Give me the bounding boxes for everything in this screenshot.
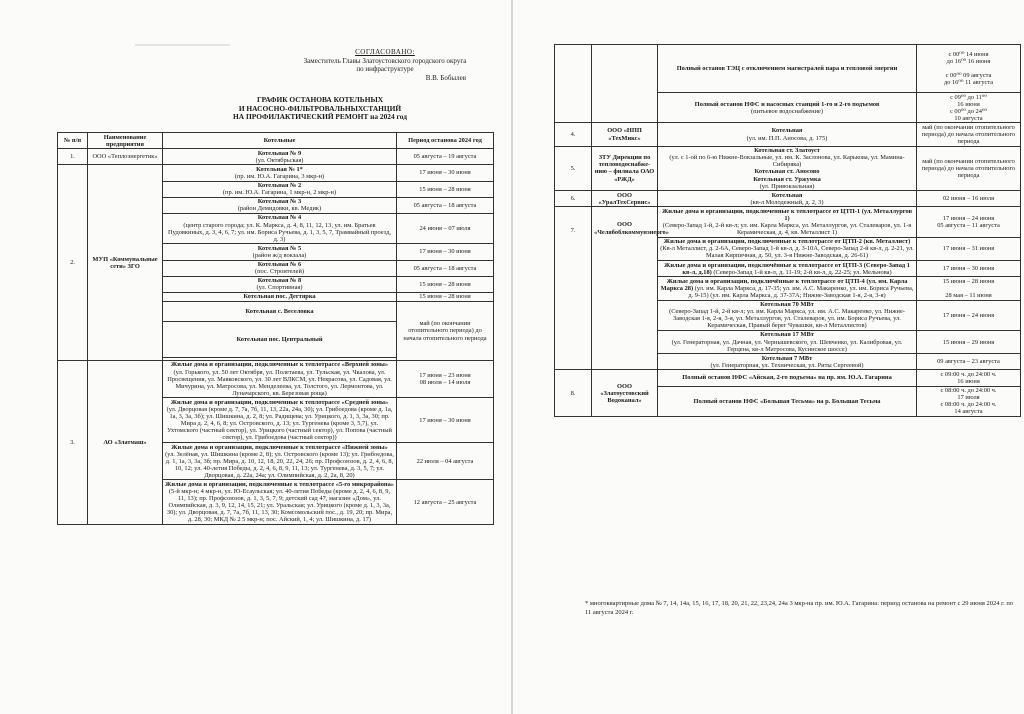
title-line-3: НА ПРОФИЛАКТИЧЕСКИЙ РЕМОНТ на 2024 год bbox=[233, 112, 407, 121]
boiler-name: Котельная пос. Дегтярка bbox=[243, 293, 316, 301]
heating-line-title: Жилые дома и организации, подключённые к теплотрассе от ЦТП-3 (Северо-Запад 1 кв-л, д.18) bbox=[664, 261, 910, 276]
period-line: 14 августа bbox=[954, 408, 983, 416]
boiler-cell bbox=[163, 181, 397, 197]
header-no: № п/п bbox=[58, 133, 88, 149]
row-number: 3. bbox=[58, 360, 88, 524]
org-name: МУП «Коммунальные сети» ЗГО bbox=[88, 165, 163, 361]
period-cell: 05 августа – 18 августа bbox=[397, 197, 494, 213]
heating-line-title: Жилые дома и организации, подключённые к теплотрассе от ЦТП-4 (ул. им. Карла Маркса 28) bbox=[660, 277, 908, 292]
operation-title: Полный останов НФС и насосных станций 1-го и 2-го подъемов bbox=[694, 100, 880, 108]
boiler-cell bbox=[163, 398, 397, 443]
table-row bbox=[58, 165, 494, 181]
operation-note: (питьевое водоснабжение) bbox=[751, 107, 823, 115]
table-row bbox=[555, 207, 1021, 237]
boiler-address: (ул. Генераторная, ул. Дачная, ул. Чернышевского, ул. Шевченко, ул. Калибровая, ул. Герцена, кв-л Матросова, Кусинское шоссе) bbox=[671, 338, 903, 353]
period-line: 10 августа bbox=[954, 114, 983, 122]
row-number: 6. bbox=[555, 191, 592, 207]
zone-addresses: (ул. Горького, ул. 50 лет Октября, ул. Полетаева, ул. Тульская, ул. Чкалова, ул. Просвещения, ул. Маяковского, ул. 30 лет ВЛКСМ, ул. Некрасова, ул. Садовая, ул. Мичурина, ул. Матросова, ул. Менделеева, ул. Толстого, ул. Лермонтова, ул. Луначарского, кв. Березовая роща) bbox=[167, 368, 392, 397]
period-cell: май (по окончании отопительного периода) до начала отопительного периода bbox=[397, 301, 494, 360]
boiler-address: (пос. Строителей) bbox=[255, 268, 304, 276]
boiler-cell bbox=[658, 146, 917, 191]
boiler-cell bbox=[163, 443, 397, 480]
boiler-name: Котельная bbox=[771, 191, 803, 199]
boiler-address: (ул. Спортивная) bbox=[256, 284, 303, 292]
period-cell bbox=[917, 93, 1021, 123]
boiler-name: Котельная ст. Златоуст bbox=[754, 147, 820, 155]
period-line: с 09:00 ч. до 24:00 ч. bbox=[940, 370, 997, 378]
boiler-cell bbox=[658, 93, 917, 123]
org-name: ООО «Челябоблкоммунэнерго» bbox=[592, 207, 658, 370]
boiler-name: Котельная 7 МВт bbox=[761, 354, 813, 362]
left-page bbox=[0, 0, 511, 714]
approval-signatory: В.В. Бобылев bbox=[425, 73, 466, 82]
title-line-2: И НАСОСНО-ФИЛЬТРОВАЛЬНЫХСТАНЦИЙ bbox=[238, 103, 402, 113]
boiler-name: Котельная 70 МВт bbox=[760, 301, 814, 309]
heating-line-addresses: (Кв-л Металлист, д. 2-6А, Северо-Запад 1-й кв-л, д. 3-10А, Северо-Запад 2-й кв-л, д. 2-21, ул. Малая Кирпичная, д. 50, ул. 3-я Нижне-Заводская, д. 26-61) bbox=[660, 245, 914, 260]
zone-title: Жилые дома и организации, подключенные к теплотрассе «Верхней зоны» bbox=[170, 361, 389, 369]
boiler-cell bbox=[658, 370, 917, 386]
boiler-address: (ул. Привокзальная) bbox=[759, 182, 815, 190]
period-cell: 17 июня – 30 июня bbox=[917, 261, 1021, 277]
period-cell: 15 июня – 28 июня bbox=[397, 181, 494, 197]
org-name: ООО «Теплоэнергетик» bbox=[88, 149, 163, 165]
boiler-cell bbox=[163, 360, 397, 397]
boiler-cell bbox=[658, 300, 917, 330]
period-cell bbox=[917, 277, 1021, 300]
period-cell: 15 июня – 28 июня bbox=[397, 276, 494, 292]
table-row bbox=[555, 191, 1021, 207]
boiler-cell bbox=[163, 260, 397, 276]
boiler-name: Котельная № 3 bbox=[257, 198, 302, 206]
org-name: ЗТУ Дирекции по тепловодоснабже-нию – филиала ОАО «РЖД» bbox=[592, 146, 658, 191]
header-org: Наименование предприятия bbox=[88, 133, 163, 149]
boiler-name: Котельная пос. Центральный bbox=[236, 335, 323, 343]
zone-addresses: (ул. Зелёная, ул. Шишкина (кроме 2, 8); ул. Островского (кроме 13); ул. Грибоедова, д. 1, 1а, 3, 3а, 3б; пр. Мира, д. 10, 12, 18, 20, 22, 24, 26; пр. Профсоюзов, д. 2, 4, 6, 8, 10, 12; ул. 40-летия Победы, д. 2, 4, 6, 8, 9, 11, 13; ул. Тургенева, д. 3, 5, 7; ул. Дворцовая, д. 22а, 24а; ул. Олимпийская, д. 2, 2а, 8, 20) bbox=[165, 450, 394, 479]
boiler-cell bbox=[658, 191, 917, 207]
row-number: 7. bbox=[555, 207, 592, 370]
heating-line-addresses: (ул. им. Карла Маркса, д. 17-35; ул. им. А.С. Макаренко, ул. им. Бориса Ручьева, д. 9-15) (ул. им. Карла Маркса, д. 37-37А; Нижне-Заводская 1-я, 2-я, 3-я) bbox=[688, 284, 914, 299]
row-number: 4. bbox=[555, 123, 592, 146]
period-line: 16 июня bbox=[957, 377, 980, 385]
period-cell bbox=[397, 360, 494, 397]
boiler-name: Котельная 17 МВт bbox=[760, 331, 814, 339]
zone-title: Жилые дома и организации, подключенные к теплотрассе «5-го микрорайона» bbox=[165, 480, 394, 488]
boiler-cell bbox=[658, 354, 917, 370]
boiler-address: (ул. Генераторная, ул. Техническая, ул. Риты Сергеевой) bbox=[710, 361, 864, 369]
zone-addresses: (ул. Дворцовая (кроме д. 7, 7а, 7б, 11, 13, 22а, 24а, 30); ул. Грибоедова (кроме д. 1а, 1а, 3, 3а, 3б); ул. Шишкина, д. 2, 8; ул. Радищева; ул. Урицкого, д. 1, 3, 3а, 30; пр. Мира д. 2, 4, 6, 8; ул. Островского, д. 13; ул. Тургенева (кроме 3, 5,7), ул. Ухтомского (частный сектор), ул. Урицкого (частный сектор), ул. Попова (частный сектор), ул. Грибоедова (частный сектор)) bbox=[166, 406, 393, 442]
boiler-address: (ул. с 1-ой по 6-ю Нижне-Вокзальные, ул. им. К. Заслонова, ул. Карькова, ул. Мамина-Сибиряка) bbox=[669, 154, 905, 169]
period-line: 28 мая – 11 июня bbox=[945, 291, 992, 299]
operation-title: Полный останов НФС «Айская, 2-го подъема» на пр. им. Ю.А. Гагарина bbox=[682, 374, 892, 382]
org-name: АО «Златмаш» bbox=[88, 360, 163, 524]
header-row bbox=[58, 133, 494, 149]
period-line: 17 июня – 23 июня bbox=[419, 372, 471, 380]
period-line: с 00⁰⁰ до 24⁰⁰ bbox=[949, 107, 988, 115]
schedule-table-left bbox=[57, 132, 494, 525]
boiler-address: (район Демидовки, кв. Медик) bbox=[237, 205, 322, 213]
period-line: с 09⁰⁰ до 11⁰⁰ bbox=[950, 93, 987, 101]
boiler-address: (район ж/д вокзала) bbox=[252, 251, 307, 259]
period-cell: май (по окончании отопительного периода) до начала отопительного периода bbox=[917, 123, 1021, 146]
period-cell: 15 июня – 29 июня bbox=[917, 330, 1021, 353]
approval-title: СОГЛАСОВАНО: bbox=[355, 48, 415, 56]
schedule-table-right bbox=[554, 44, 1021, 417]
boiler-address: (кв-л Молодежный, д. 2, 3) bbox=[750, 198, 824, 206]
org-name: ООО «УралТехСервис» bbox=[592, 191, 658, 207]
zone-title: Жилые дома и организации, подключенные к теплотрассе «Нижней зоны» bbox=[171, 443, 388, 451]
period-cell bbox=[917, 370, 1021, 386]
heating-line-addresses: (Северо-Запад 1-й, 2-й кв-л; ул. им. Карла Маркса, ул. Металлургов, ул. Сталеваров, ул. 1-я Керамическая, д. 4, кв. Металлист 1) bbox=[662, 222, 912, 237]
operation-title: Полный останов ТЭЦ с отключением магистралей пара и тепловой энергии bbox=[676, 64, 898, 72]
boiler-name: Котельная № 6 bbox=[257, 261, 302, 268]
table-row bbox=[58, 149, 494, 165]
boiler-name: Котельная № 5 bbox=[257, 244, 302, 252]
boiler-name: Котельная ст. Аносово bbox=[754, 168, 820, 176]
approval-stamp bbox=[270, 48, 500, 82]
table-row bbox=[555, 370, 1021, 386]
boiler-name: Котельная с. Веселовка bbox=[245, 307, 314, 315]
boiler-name: Котельная № 9 bbox=[257, 149, 302, 157]
period-line: с 08:00 ч. до 24:00 ч. bbox=[940, 387, 997, 395]
boiler-cell bbox=[658, 386, 917, 416]
period-cell: 15 июня – 28 июня bbox=[397, 292, 494, 301]
period-line: 05 августа – 11 августа bbox=[937, 222, 1000, 230]
boiler-cell bbox=[658, 207, 917, 237]
boiler-cell bbox=[163, 165, 397, 181]
boiler-cell bbox=[163, 244, 397, 260]
boiler-cell bbox=[163, 480, 397, 525]
boiler-address: (Северо-Запад 1-й, 2-й кв-л; ул. им. Карла Маркса, ул. им. А.С. Макаренко, ул. Нижне-Заводская 1-я, 2-я, 3-я, ул. Металлургов, ул. Сталеваров, ул. им. Бориса Ручьева, ул. Керамическая, Правый берег Чувашки, кв-л Металлистов) bbox=[669, 308, 905, 330]
period-cell: 17 июня – 30 июня bbox=[397, 398, 494, 443]
period-line: 15 июня – 28 июня bbox=[942, 277, 995, 285]
boiler-cell bbox=[163, 197, 397, 213]
boiler-cell bbox=[163, 276, 397, 292]
period-line: до 16⁰⁰ 16 июня bbox=[946, 57, 991, 65]
heating-line-title: Жилые дома и организации, подключенные к теплотрассе от ЦТП-2 (кв. Металлист) bbox=[663, 238, 911, 246]
boiler-cell bbox=[658, 261, 917, 277]
boiler-cell bbox=[658, 277, 917, 300]
period-cell: 05 августа – 18 августа bbox=[397, 260, 494, 276]
boiler-address: (центр старого города; ул. К. Маркса, д. 4, 8, 11, 12, 13, ул. им. Братьев Пудовкиных, д. 3, 4, 6, 7; ул. им. Бориса Ручьева, д. 1, 3, 5, 7, Трамвайный проезд, д. 3) bbox=[168, 221, 391, 243]
approval-line-1: Заместитель Главы Златоустовского городского округа bbox=[303, 56, 467, 65]
zone-title: Жилые дома и организации, подключенные к теплотрассе «Средней зоны» bbox=[170, 398, 389, 406]
org-name: ООО «Златоустовский Водоканал» bbox=[592, 370, 658, 417]
period-cell: 24 июня – 07 июля bbox=[397, 213, 494, 243]
period-line: 08 июля – 14 июля bbox=[419, 379, 471, 387]
boiler-address: (ул. им. П.П. Аносова, д. 175) bbox=[746, 134, 828, 142]
boiler-cell bbox=[658, 45, 917, 93]
document-title bbox=[160, 96, 480, 122]
heating-line-addresses: (Северо-Запад 1-й кв-л, д. 11-19; 2-й кв-л, д. 22-25; ул. Мельнова) bbox=[713, 268, 892, 276]
boiler-name: Котельная № 1* bbox=[256, 165, 303, 173]
period-cell: 05 августа – 19 августа bbox=[397, 149, 494, 165]
boiler-name: Котельная № 8 bbox=[257, 277, 302, 285]
table-row bbox=[58, 360, 494, 397]
period-line: с 08:00 ч. до 24:00 ч. bbox=[940, 401, 997, 409]
row-number: 2. bbox=[58, 165, 88, 361]
boiler-name: Котельная № 4 bbox=[257, 214, 302, 222]
scan-artifact bbox=[135, 44, 230, 46]
footnote: * многоквартирные дома № 7, 14, 14а, 15, 16, 17, 18, 20, 21, 22, 23,24, 24а 3 мкр-на пр. им. Ю.А. Гагарина: период останова на ремонт с 29 июня 2024 г. по 11 августа 2024 г. bbox=[585, 600, 1014, 616]
period-line: 17 июня – 24 июня bbox=[942, 215, 995, 222]
period-line: с 00⁰⁰ 14 июня bbox=[948, 50, 989, 58]
period-cell bbox=[917, 207, 1021, 237]
boiler-name: Котельная bbox=[771, 127, 803, 135]
boiler-cell bbox=[163, 321, 397, 357]
table-row bbox=[555, 123, 1021, 146]
row-number: 8. bbox=[555, 370, 592, 417]
approval-line-2: по инфраструктуре bbox=[356, 65, 414, 73]
boiler-cell bbox=[163, 292, 397, 301]
period-cell: 12 августа – 25 августа bbox=[397, 480, 494, 525]
period-cell bbox=[917, 386, 1021, 416]
boiler-cell bbox=[658, 330, 917, 353]
boiler-cell bbox=[163, 213, 397, 243]
boiler-cell bbox=[163, 149, 397, 165]
table-row bbox=[555, 45, 1021, 93]
header-boiler: Котельные bbox=[163, 133, 397, 149]
operation-title: Полный останов НФС «Большая Тесьма» на р. Большая Тесьма bbox=[693, 397, 881, 405]
period-cell: май (по окончании отопительного периода) до начала отопительного периода bbox=[917, 146, 1021, 191]
zone-addresses: (5-й мкр-н; 4 мкр-н, ул. Ю-Есаульская; ул. 40-летия Победы (кроме д. 2, 4, 6, 8, 9, 11, 13); пр. Профсоюзов, д. 1, 3, 5, 7, 9; детский сад 47, магазин «Дом», ул. Олимпийская, д. 3, 9, 12, 14, 15, 21; ул. Уральская; ул. Урицкого (кроме д. 1, 3, 3а, 30); ул. Дворцовая, д. 7, 7а, 7б, 11, 13, 30; Комсомольский пос., д. 19, 20; пр. Мира, д. 28, 30; МКД № 2 5 мкр-н; пос. Айский, 1, 4; ул. Шишкина, д. 17) bbox=[166, 488, 393, 524]
period-cell: 17 июня – 30 июня bbox=[397, 244, 494, 260]
period-cell: 09 августа – 23 августа bbox=[917, 354, 1021, 370]
period-cell: 02 июня – 16 июля bbox=[917, 191, 1021, 207]
period-cell: 17 июня – 30 июня bbox=[397, 165, 494, 181]
header-period: Период останова 2024 год bbox=[397, 133, 494, 149]
period-cell: 17 июня – 24 июня bbox=[917, 300, 1021, 330]
boiler-name: Котельная ст. Уржумка bbox=[753, 175, 821, 183]
boiler-address: (пр. им. Ю.А. Гагарина, 1 мкр-н, 2 мкр-н) bbox=[222, 189, 337, 197]
period-line: 16 июня bbox=[957, 100, 980, 108]
row-number: 5. bbox=[555, 146, 592, 191]
boiler-address: (ул. Октябрьская) bbox=[255, 156, 304, 164]
period-cell: 17 июня – 31 июня bbox=[917, 237, 1021, 260]
boiler-name: Котельная № 2 bbox=[257, 182, 302, 190]
boiler-cell bbox=[163, 301, 397, 321]
row-number-empty bbox=[555, 45, 592, 123]
heating-line-title: Жилые дома и организации, подключенные к теплотрассе от ЦТП-1 (ул. Металлургов 1) bbox=[661, 207, 913, 222]
period-line: 17 июля bbox=[957, 394, 980, 402]
org-name-empty bbox=[592, 45, 658, 123]
right-page bbox=[513, 0, 1024, 714]
org-name: ООО «НПП «ТехМикс» bbox=[592, 123, 658, 146]
table-row bbox=[555, 146, 1021, 191]
boiler-address: (пр. им. Ю.А. Гагарина, 3 мкр-н) bbox=[234, 172, 325, 180]
boiler-cell bbox=[658, 237, 917, 260]
period-cell: 22 июля – 04 августа bbox=[397, 443, 494, 480]
period-line: с 00⁰⁰ 09 августа bbox=[945, 72, 992, 80]
boiler-cell bbox=[658, 123, 917, 146]
period-cell bbox=[917, 45, 1021, 93]
row-number: 1. bbox=[58, 149, 88, 165]
title-line-1: ГРАФИК ОСТАНОВА КОТЕЛЬНЫХ bbox=[256, 95, 384, 104]
period-line: до 16⁰⁰ 11 августа bbox=[943, 79, 994, 87]
